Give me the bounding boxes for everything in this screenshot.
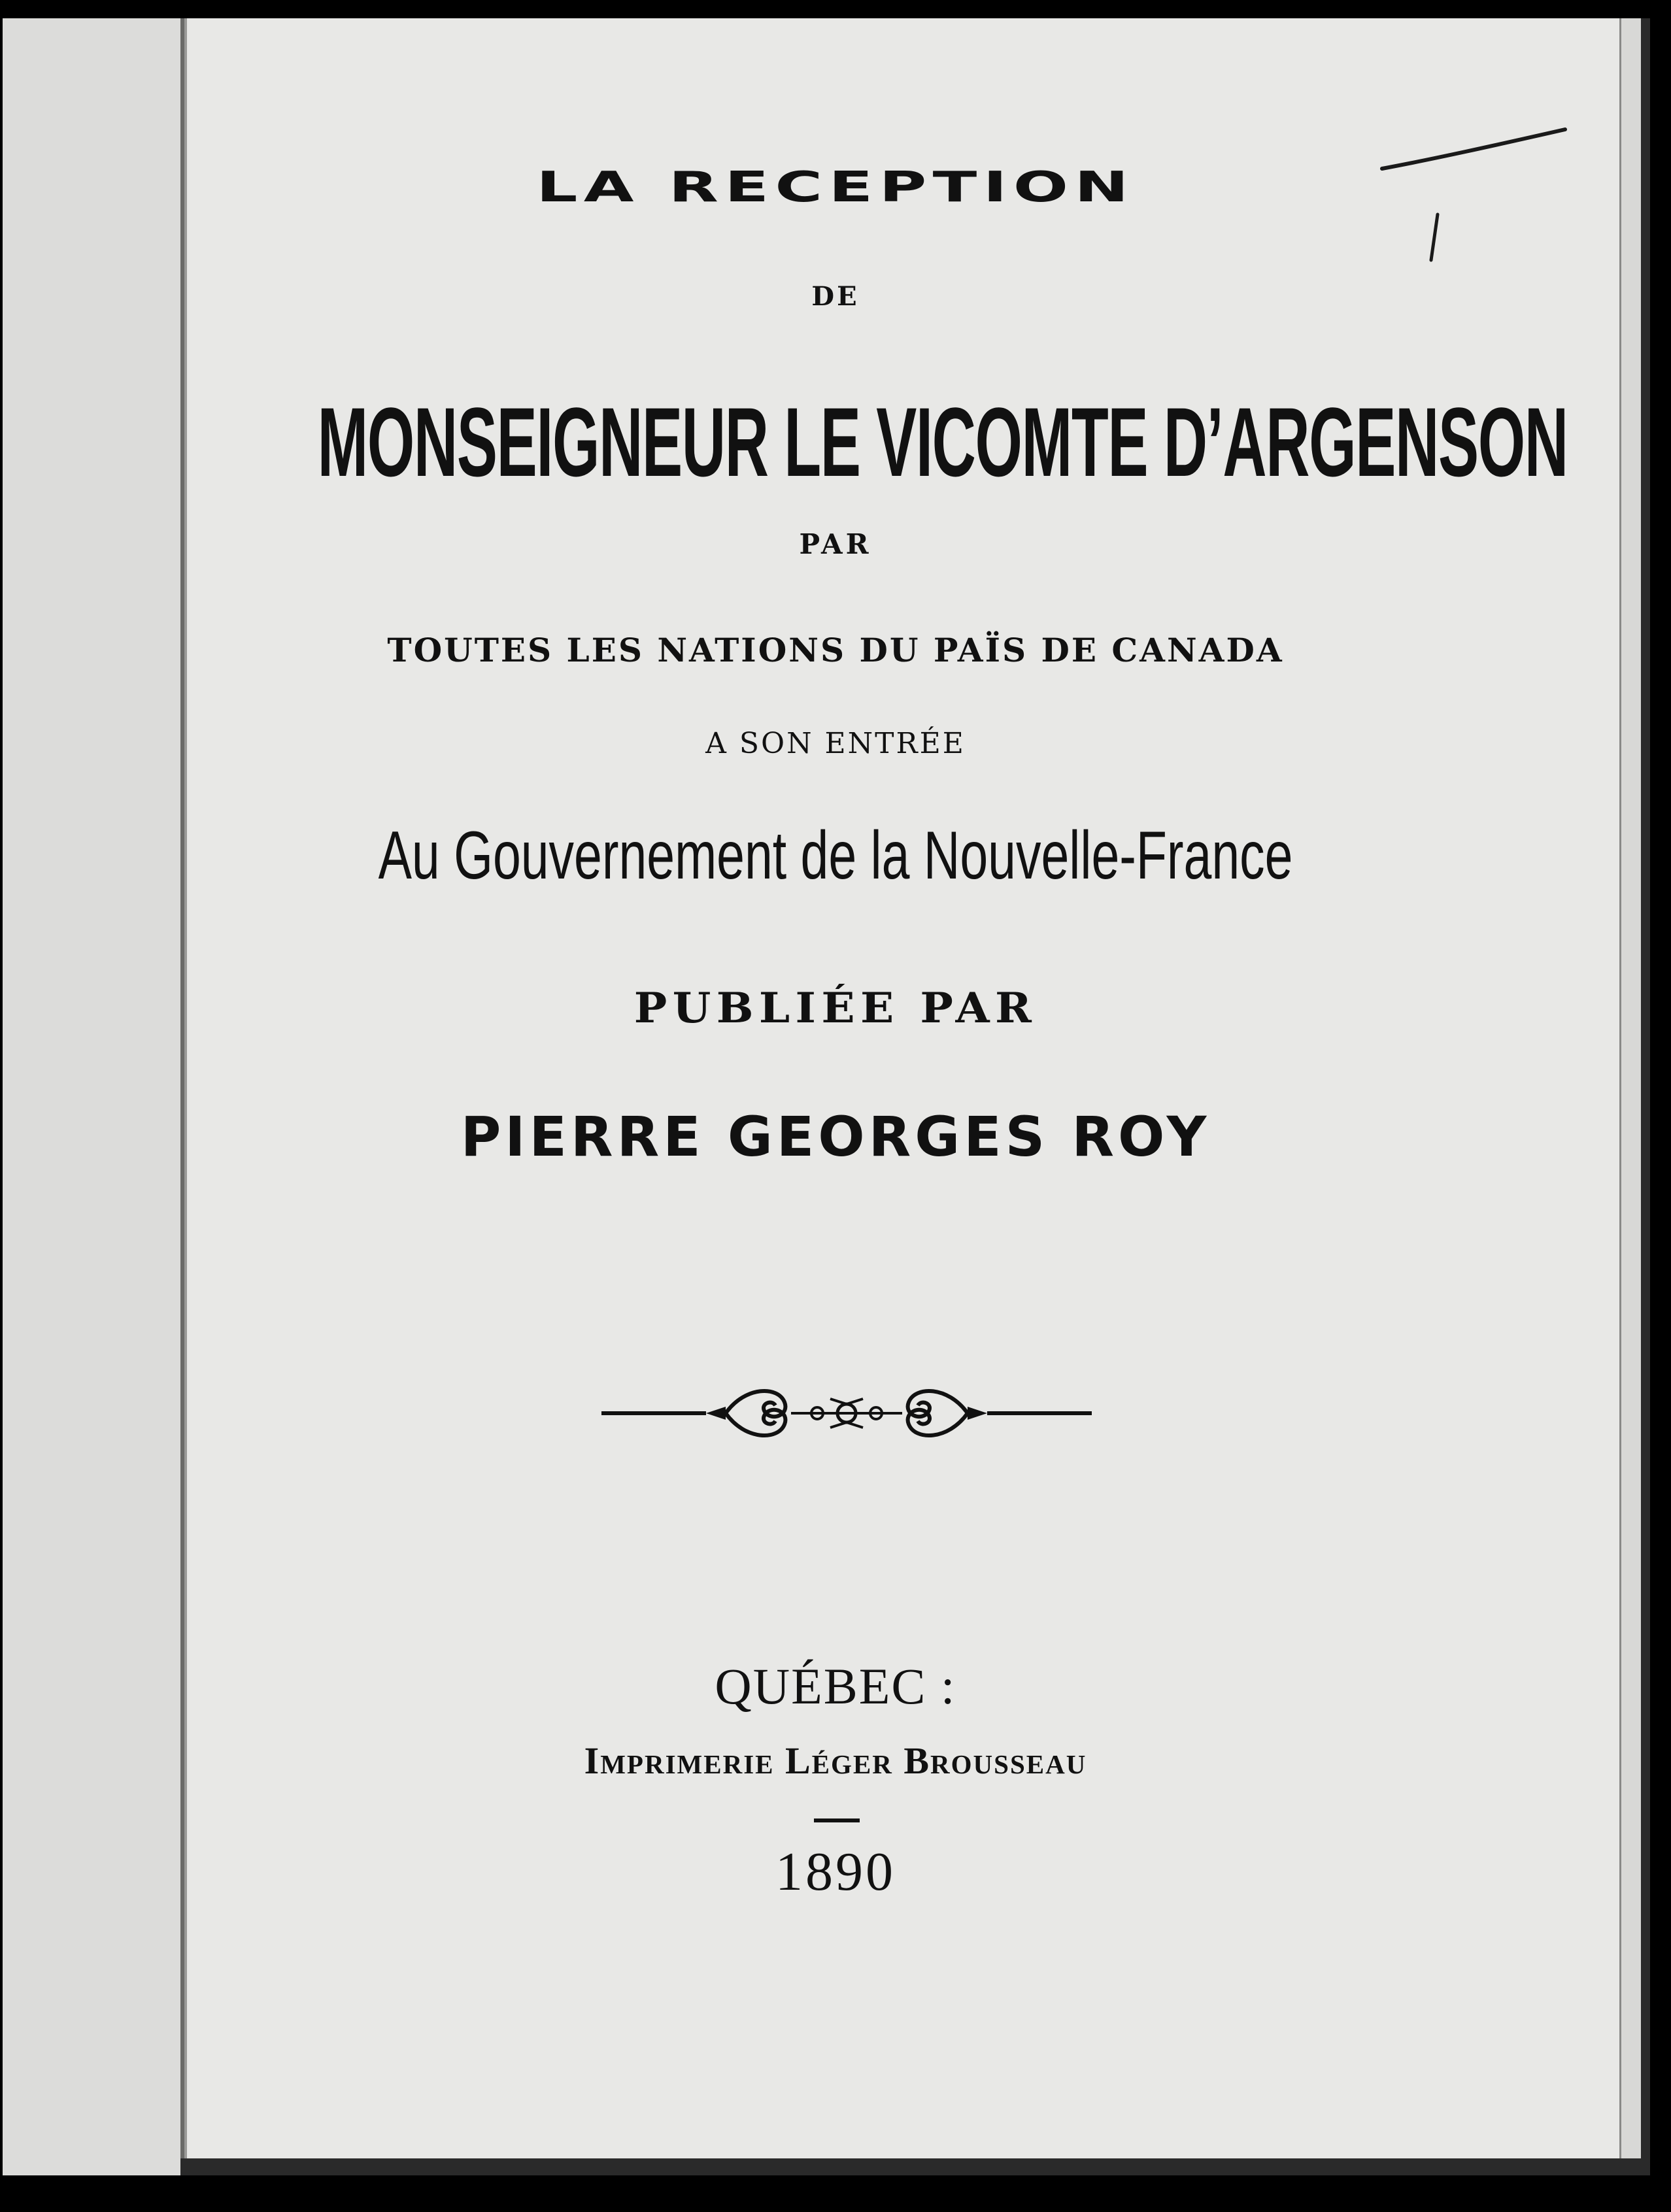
imprint-printer: Imprimerie Léger Brousseau xyxy=(584,1739,1087,1782)
title-nations: TOUTES LES NATIONS DU PAÏS DE CANADA xyxy=(387,631,1284,669)
bottom-scan-border xyxy=(180,2158,1650,2175)
title-par: PAR xyxy=(799,528,872,560)
title-monseigneur: MONSEIGNEUR LE VICOMTE D’ARGENSON xyxy=(317,387,1568,497)
imprint-city: QUÉBEC : xyxy=(715,1658,956,1715)
imprint-rule xyxy=(814,1818,860,1822)
title-publiee-par: PUBLIÉE PAR xyxy=(633,984,1038,1033)
author-name: PIERRE GEORGES ROY xyxy=(460,1105,1211,1169)
title-entree: A SON ENTRÉE xyxy=(705,727,966,760)
title-gouvernement: Au Gouvernement de la Nouvelle-France xyxy=(378,818,1293,894)
fleuron-divider-icon xyxy=(595,1373,1098,1451)
title-reception: LA RECEPTION xyxy=(536,163,1135,212)
imprint-year: 1890 xyxy=(775,1841,896,1902)
title-de: DE xyxy=(811,281,860,312)
